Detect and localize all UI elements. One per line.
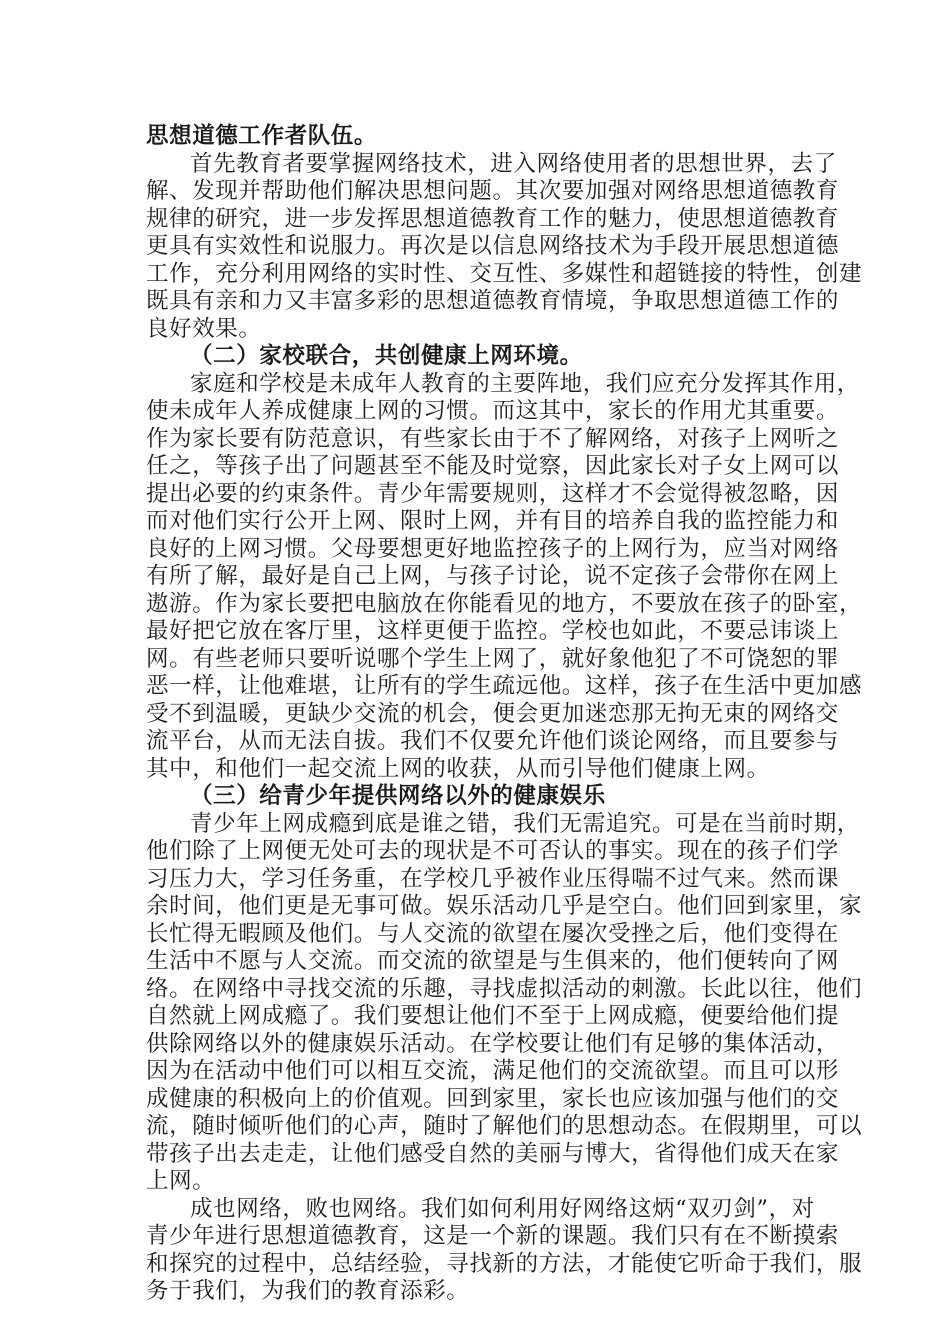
paragraph-line: 供除网络以外的健康娱乐活动。在学校要让他们有足够的集体活动， [146,1031,840,1057]
paragraph-line: 既具有亲和力又丰富多彩的思想道德教育情境，争取思想道德工作的 [146,288,840,314]
section-heading-3: （三）给青少年提供网络以外的健康娱乐 [190,783,606,809]
paragraph-line: 受不到温暖，更缺少交流的机会，便会更加迷恋那无拘无束的网络交 [146,701,840,727]
paragraph-line: 任之，等孩子出了问题甚至不能及时觉察，因此家长对子女上网可以 [146,453,840,479]
paragraph-line: 最好把它放在客厅里，这样更便于监控。学校也如此，不要忌讳谈上 [146,618,840,644]
paragraph-line: 上网。 [146,1168,216,1194]
paragraph-line: 规律的研究，进一步发挥思想道德教育工作的魅力，使思想道德教育 [146,206,840,232]
paragraph-line: 有所了解，最好是自己上网，与孩子讨论，说不定孩子会带你在网上 [146,563,840,589]
paragraph-line: 更具有实效性和说服力。再次是以信息网络技术为手段开展思想道德 [146,233,840,259]
section-continuation-heading: 思想道德工作者队伍。 [146,123,378,149]
paragraph-line: 而对他们实行公开上网、限时上网，并有目的培养自我的监控能力和 [146,508,840,534]
paragraph-line: 青少年上网成瘾到底是谁之错，我们无需追究。可是在当前时期， [190,811,860,837]
paragraph-line: 流平台，从而无法自拔。我们不仅要允许他们谈论网络，而且要参与 [146,728,840,754]
paragraph-line: 成健康的积极向上的价值观。回到家里，家长也应该加强与他们的交 [146,1086,840,1112]
paragraph-line: 务于我们，为我们的教育添彩。 [146,1278,470,1304]
paragraph-line: 作为家长要有防范意识，有些家长由于不了解网络，对孩子上网听之 [146,426,840,452]
paragraph-line: 余时间，他们更是无事可做。娱乐活动几乎是空白。他们回到家里，家 [146,893,863,919]
paragraph-line: 良好的上网习惯。父母要想更好地监控孩子的上网行为，应当对网络 [146,536,840,562]
paragraph-line: 自然就上网成瘾了。我们要想让他们不至于上网成瘾，便要给他们提 [146,1003,840,1029]
paragraph-line: 家庭和学校是未成年人教育的主要阵地，我们应充分发挥其作用， [190,371,860,397]
paragraph-line: 习压力大，学习任务重，在学校几乎被作业压得喘不过气来。然而课 [146,866,840,892]
paragraph-line: 带孩子出去走走，让他们感受自然的美丽与博大，省得他们成天在家 [146,1141,840,1167]
paragraph-line: 工作，充分利用网络的实时性、交互性、多媒性和超链接的特性，创建 [146,261,863,287]
paragraph-line: 因为在活动中他们可以相互交流，满足他们的交流欲望。而且可以形 [146,1058,840,1084]
paragraph-line: 成也网络，败也网络。我们如何利用好网络这炳“双刃剑”，对 [190,1196,815,1222]
paragraph-line: 良好效果。 [146,316,262,342]
paragraph-line: 提出必要的约束条件。青少年需要规则，这样才不会觉得被忽略，因 [146,481,840,507]
section-heading-2: （二）家校联合，共创健康上网环境。 [190,343,583,369]
paragraph-line: 其中，和他们一起交流上网的收获，从而引导他们健康上网。 [146,756,770,782]
paragraph-line: 网。有些老师只要听说哪个学生上网了，就好象他犯了不可饶恕的罪 [146,646,840,672]
paragraph-line: 长忙得无暇顾及他们。与人交流的欲望在屡次受挫之后，他们变得在 [146,921,840,947]
paragraph-line: 首先教育者要掌握网络技术，进入网络使用者的思想世界，去了 [190,151,837,177]
paragraph-line: 络。在网络中寻找交流的乐趣，寻找虚拟活动的刺激。长此以往，他们 [146,976,863,1002]
paragraph-line: 解、发现并帮助他们解决思想问题。其次要加强对网络思想道德教育 [146,178,840,204]
paragraph-line: 恶一样，让他难堪，让所有的学生疏远他。这样，孩子在生活中更加感 [146,673,863,699]
paragraph-line: 青少年进行思想道德教育，这是一个新的课题。我们只有在不断摸索 [146,1223,840,1249]
paragraph-line: 他们除了上网便无处可去的现状是不可否认的事实。现在的孩子们学 [146,838,840,864]
paragraph-line: 使未成年人养成健康上网的习惯。而这其中，家长的作用尤其重要。 [146,398,840,424]
paragraph-line: 生活中不愿与人交流。而交流的欲望是与生俱来的，他们便转向了网 [146,948,840,974]
paragraph-line: 流，随时倾听他们的心声，随时了解他们的思想动态。在假期里，可以 [146,1113,863,1139]
paragraph-line: 和探究的过程中，总结经验，寻找新的方法，才能使它听命于我们，服 [146,1251,863,1277]
paragraph-line: 遨游。作为家长要把电脑放在你能看见的地方，不要放在孩子的卧室， [146,591,863,617]
